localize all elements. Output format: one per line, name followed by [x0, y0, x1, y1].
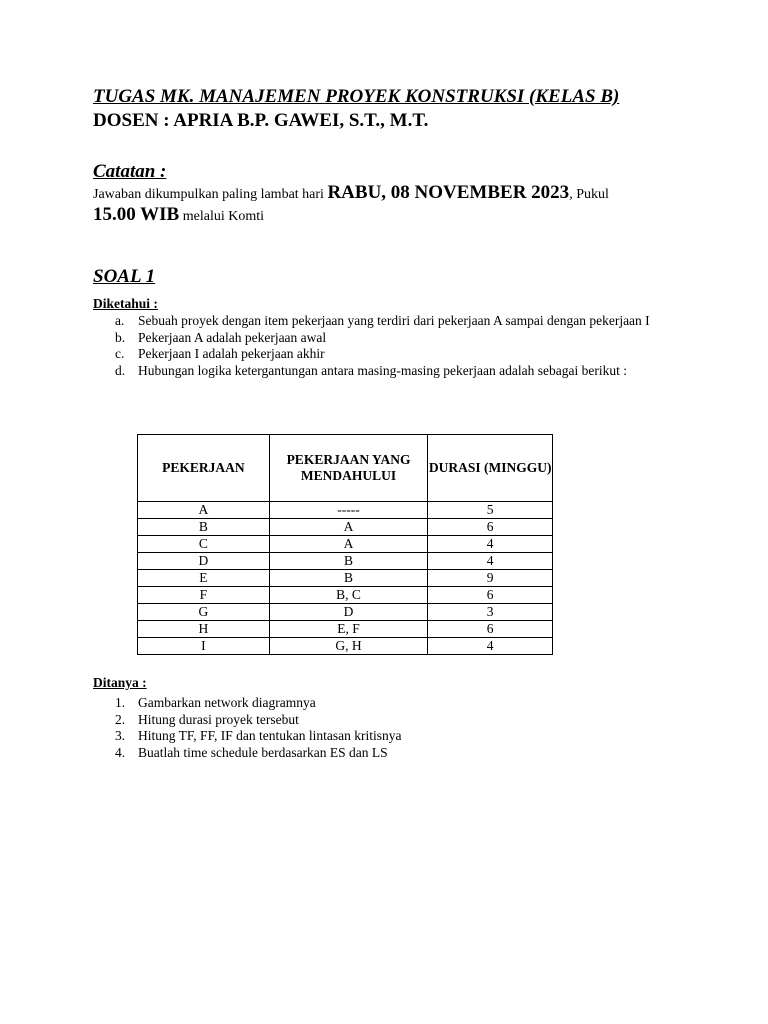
table-row: [138, 621, 553, 638]
note-line-2: [93, 204, 264, 226]
cell-task: G: [138, 604, 270, 621]
list-marker: b.: [115, 329, 126, 345]
list-marker: c.: [115, 346, 125, 361]
cell-predecessor: A: [269, 519, 428, 536]
table-row: [138, 570, 553, 587]
cell-predecessor: D: [269, 604, 428, 621]
list-item: [93, 695, 676, 712]
list-marker: d.: [115, 362, 126, 378]
lecturer-line: DOSEN : APRIA B.P. GAWEI, S.T., M.T.: [93, 110, 429, 131]
asked-label: Ditanya :: [93, 675, 147, 690]
note-submit-via: melalui Komti: [179, 209, 264, 224]
list-item-text: Pekerjaan I adalah pekerjaan akhir: [138, 346, 325, 361]
note-prefix: Jawaban dikumpulkan paling lambat hari: [93, 187, 328, 202]
cell-duration: 3: [428, 604, 553, 621]
list-marker: 1.: [115, 695, 126, 710]
cell-task: E: [138, 570, 270, 587]
cell-task: F: [138, 587, 270, 604]
list-marker: 4.: [115, 744, 126, 760]
table-row: [138, 553, 553, 570]
cell-duration: 4: [428, 553, 553, 570]
list-item-text: Gambarkan network diagramnya: [138, 695, 316, 710]
cell-duration: 5: [428, 502, 553, 519]
cell-duration: 9: [428, 570, 553, 587]
cell-task: A: [138, 502, 270, 519]
cell-predecessor: B: [269, 553, 428, 570]
list-item: [93, 363, 676, 380]
cell-task: B: [138, 519, 270, 536]
cell-task: H: [138, 621, 270, 638]
deadline-time: 15.00 WIB: [93, 204, 180, 225]
note-line-1: [93, 182, 609, 204]
list-item: [93, 712, 676, 729]
table-row: [138, 638, 553, 655]
list-item: [93, 728, 676, 745]
table-row: [138, 519, 553, 536]
header-pekerjaan: PEKERJAAN: [138, 435, 270, 502]
list-item: [93, 346, 676, 363]
list-item-text: Pekerjaan A adalah pekerjaan awal: [138, 329, 327, 345]
cell-predecessor: G, H: [269, 638, 428, 655]
table-row: [138, 536, 553, 553]
cell-predecessor: E, F: [269, 621, 428, 638]
cell-duration: 4: [428, 638, 553, 655]
deadline-date: RABU, 08 NOVEMBER 2023: [327, 182, 570, 203]
question-heading: SOAL 1: [93, 266, 156, 287]
dependency-table: [137, 434, 553, 655]
cell-task: C: [138, 536, 270, 553]
cell-duration: 6: [428, 519, 553, 536]
table-row: [138, 502, 553, 519]
note-suffix: , Pukul: [569, 187, 609, 202]
list-item: [93, 745, 676, 762]
list-item-text: Buatlah time schedule berdasarkan ES dan LS: [138, 744, 388, 760]
known-list: [93, 313, 676, 379]
list-item-text: Hitung TF, FF, IF dan tentukan lintasan kritisnya: [138, 728, 402, 743]
header-duration: DURASI (MINGGU): [428, 435, 553, 502]
list-item-text: Hubungan logika ketergantungan antara masing-masing pekerjaan adalah sebagai berikut :: [138, 362, 627, 378]
list-item: [93, 330, 676, 347]
cell-predecessor: B, C: [269, 587, 428, 604]
table-row: [138, 604, 553, 621]
cell-task: I: [138, 638, 270, 655]
asked-list: [93, 695, 676, 761]
known-label: Diketahui :: [93, 296, 158, 311]
cell-predecessor: B: [269, 570, 428, 587]
list-marker: 3.: [115, 728, 126, 743]
note-heading: Catatan :: [93, 161, 167, 182]
list-marker: a.: [115, 313, 125, 328]
cell-task: D: [138, 553, 270, 570]
list-item-text: Hitung durasi proyek tersebut: [138, 711, 299, 727]
cell-duration: 4: [428, 536, 553, 553]
assignment-title: TUGAS MK. MANAJEMEN PROYEK KONSTRUKSI (KELAS B): [93, 86, 620, 107]
cell-duration: 6: [428, 587, 553, 604]
cell-predecessor: A: [269, 536, 428, 553]
table-row: [138, 587, 553, 604]
cell-duration: 6: [428, 621, 553, 638]
cell-predecessor: -----: [269, 502, 428, 519]
header-predecessor: PEKERJAAN YANG MENDAHULUI: [269, 435, 428, 502]
list-item-text: Sebuah proyek dengan item pekerjaan yang terdiri dari pekerjaan A sampai dengan pekerjaan I: [138, 313, 650, 328]
list-item: [93, 313, 676, 330]
list-marker: 2.: [115, 711, 126, 727]
table-header-row: [138, 435, 553, 502]
